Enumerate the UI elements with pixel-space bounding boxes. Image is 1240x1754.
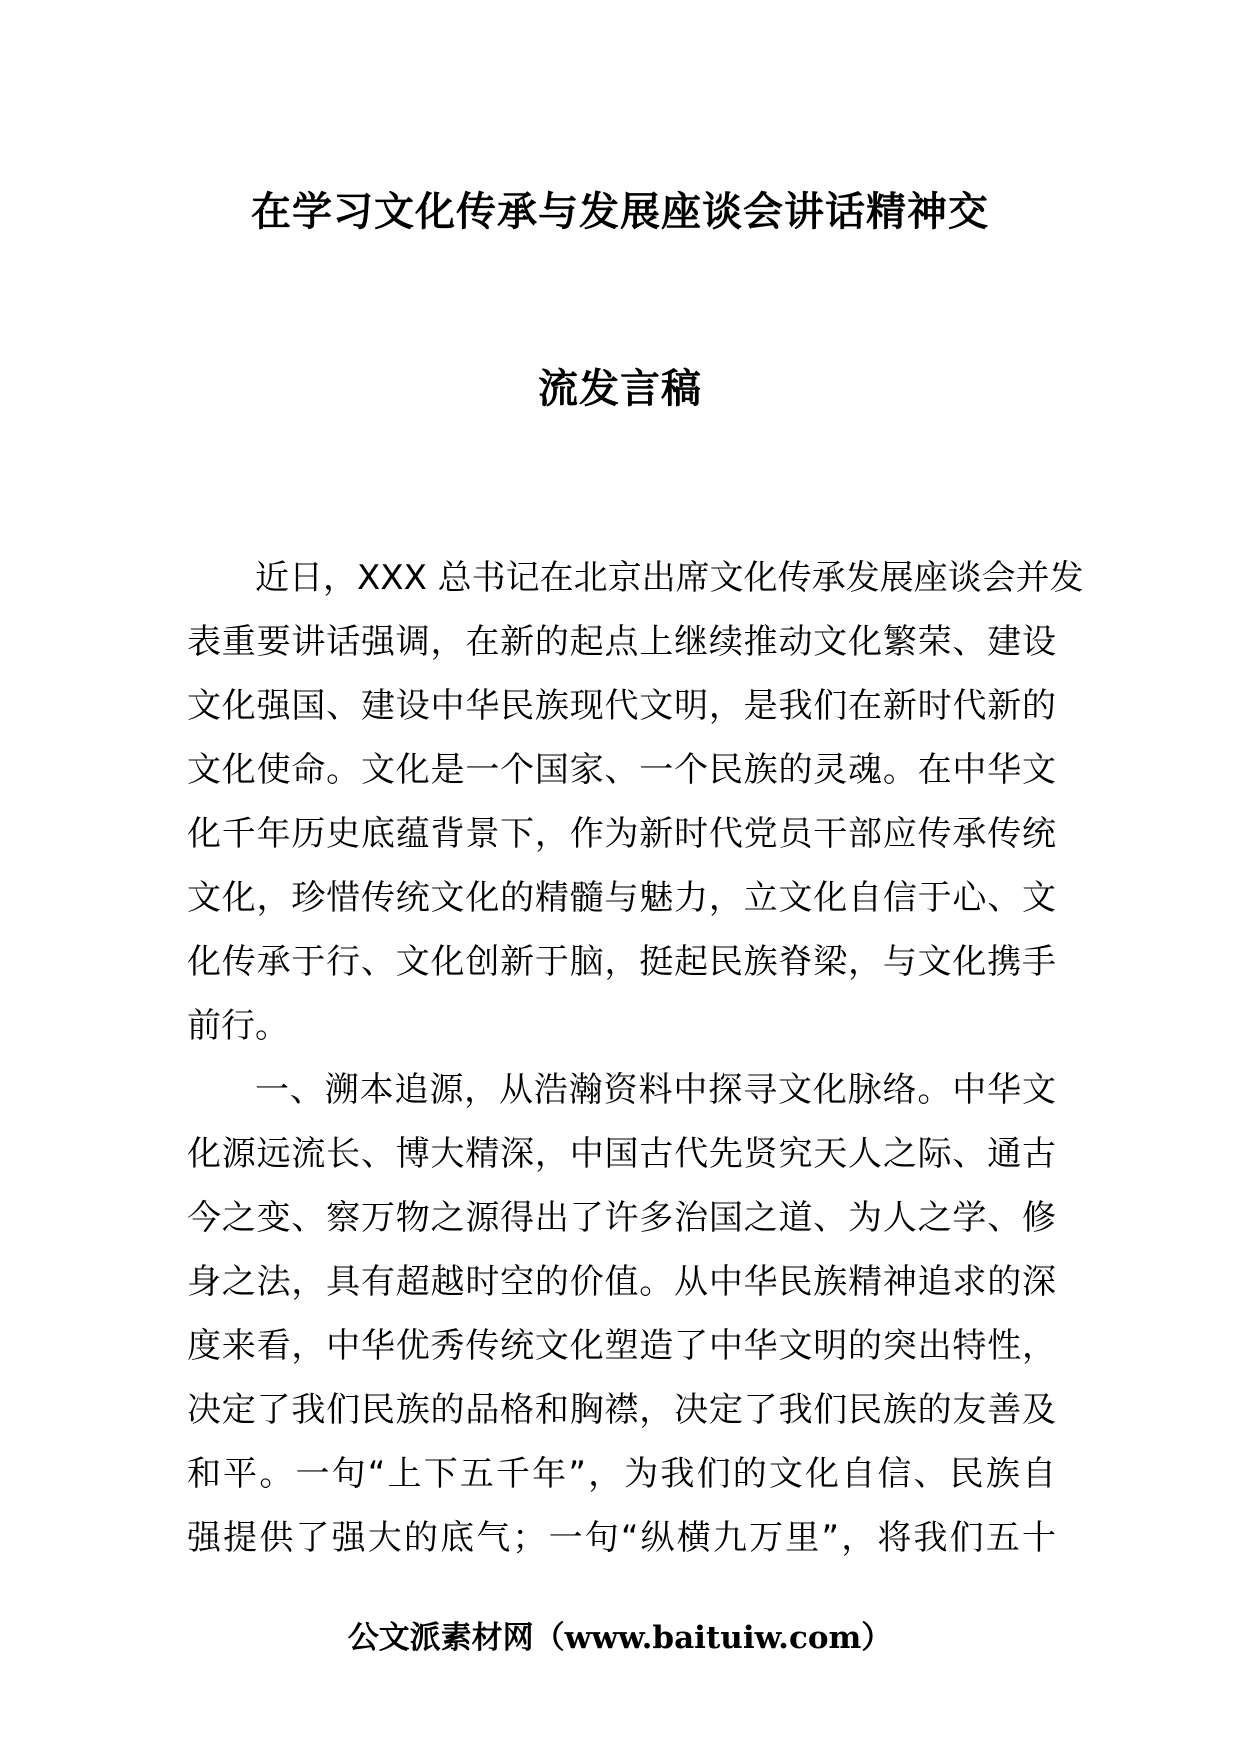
paragraph-2-line-7: 和平。一句“上下五千年”，为我们的文化自信、民族自: [187, 1454, 1056, 1494]
footer-source: 公文派素材网（www.baituiw.com）: [347, 1620, 893, 1656]
paragraph-1-line-5: 化千年历史底蕴背景下，作为新时代党员干部应传承传统: [187, 814, 1056, 854]
paragraph-1-line-6: 文化，珍惜传统文化的精髓与魅力，立文化自信于心、文: [187, 878, 1056, 918]
paragraph-1-line-2: 表重要讲话强调，在新的起点上继续推动文化繁荣、建设: [187, 622, 1056, 662]
paragraph-2-line-1: 一、溯本追源，从浩瀚资料中探寻文化脉络。中华文: [255, 1070, 1056, 1110]
paragraph-2-line-5: 度来看，中华优秀传统文化塑造了中华文明的突出特性，: [187, 1326, 1056, 1366]
paragraph-1-line-4: 文化使命。文化是一个国家、一个民族的灵魂。在中华文: [187, 750, 1056, 790]
paragraph-1-line-3: 文化强国、建设中华民族现代文明，是我们在新时代新的: [187, 686, 1056, 726]
document-title-line-1: 在学习文化传承与发展座谈会讲话精神交: [251, 189, 989, 235]
paragraph-2-line-2: 化源远流长、博大精深，中国古代先贤究天人之际、通古: [187, 1134, 1056, 1174]
document-body: [187, 546, 1084, 1570]
paragraph-1-line-7: 化传承于行、文化创新于脑，挺起民族脊梁，与文化携手: [187, 942, 1056, 982]
paragraph-1-line-8: 前行。: [187, 1006, 289, 1046]
paragraph-2-line-6: 决定了我们民族的品格和胸襟，决定了我们民族的友善及: [187, 1390, 1056, 1430]
paragraph-2-line-3: 今之变、察万物之源得出了许多治国之道、为人之学、修: [187, 1198, 1056, 1238]
paragraph-2-line-8: 强提供了强大的底气；一句“纵横九万里”，将我们五十: [187, 1518, 1056, 1558]
document-title-line-2: 流发言稿: [538, 366, 702, 412]
paragraph-1-line-1: 近日，XXX 总书记在北京出席文化传承发展座谈会并发: [255, 558, 1084, 598]
paragraph-2-line-4: 身之法，具有超越时空的价值。从中华民族精神追求的深: [187, 1262, 1056, 1302]
